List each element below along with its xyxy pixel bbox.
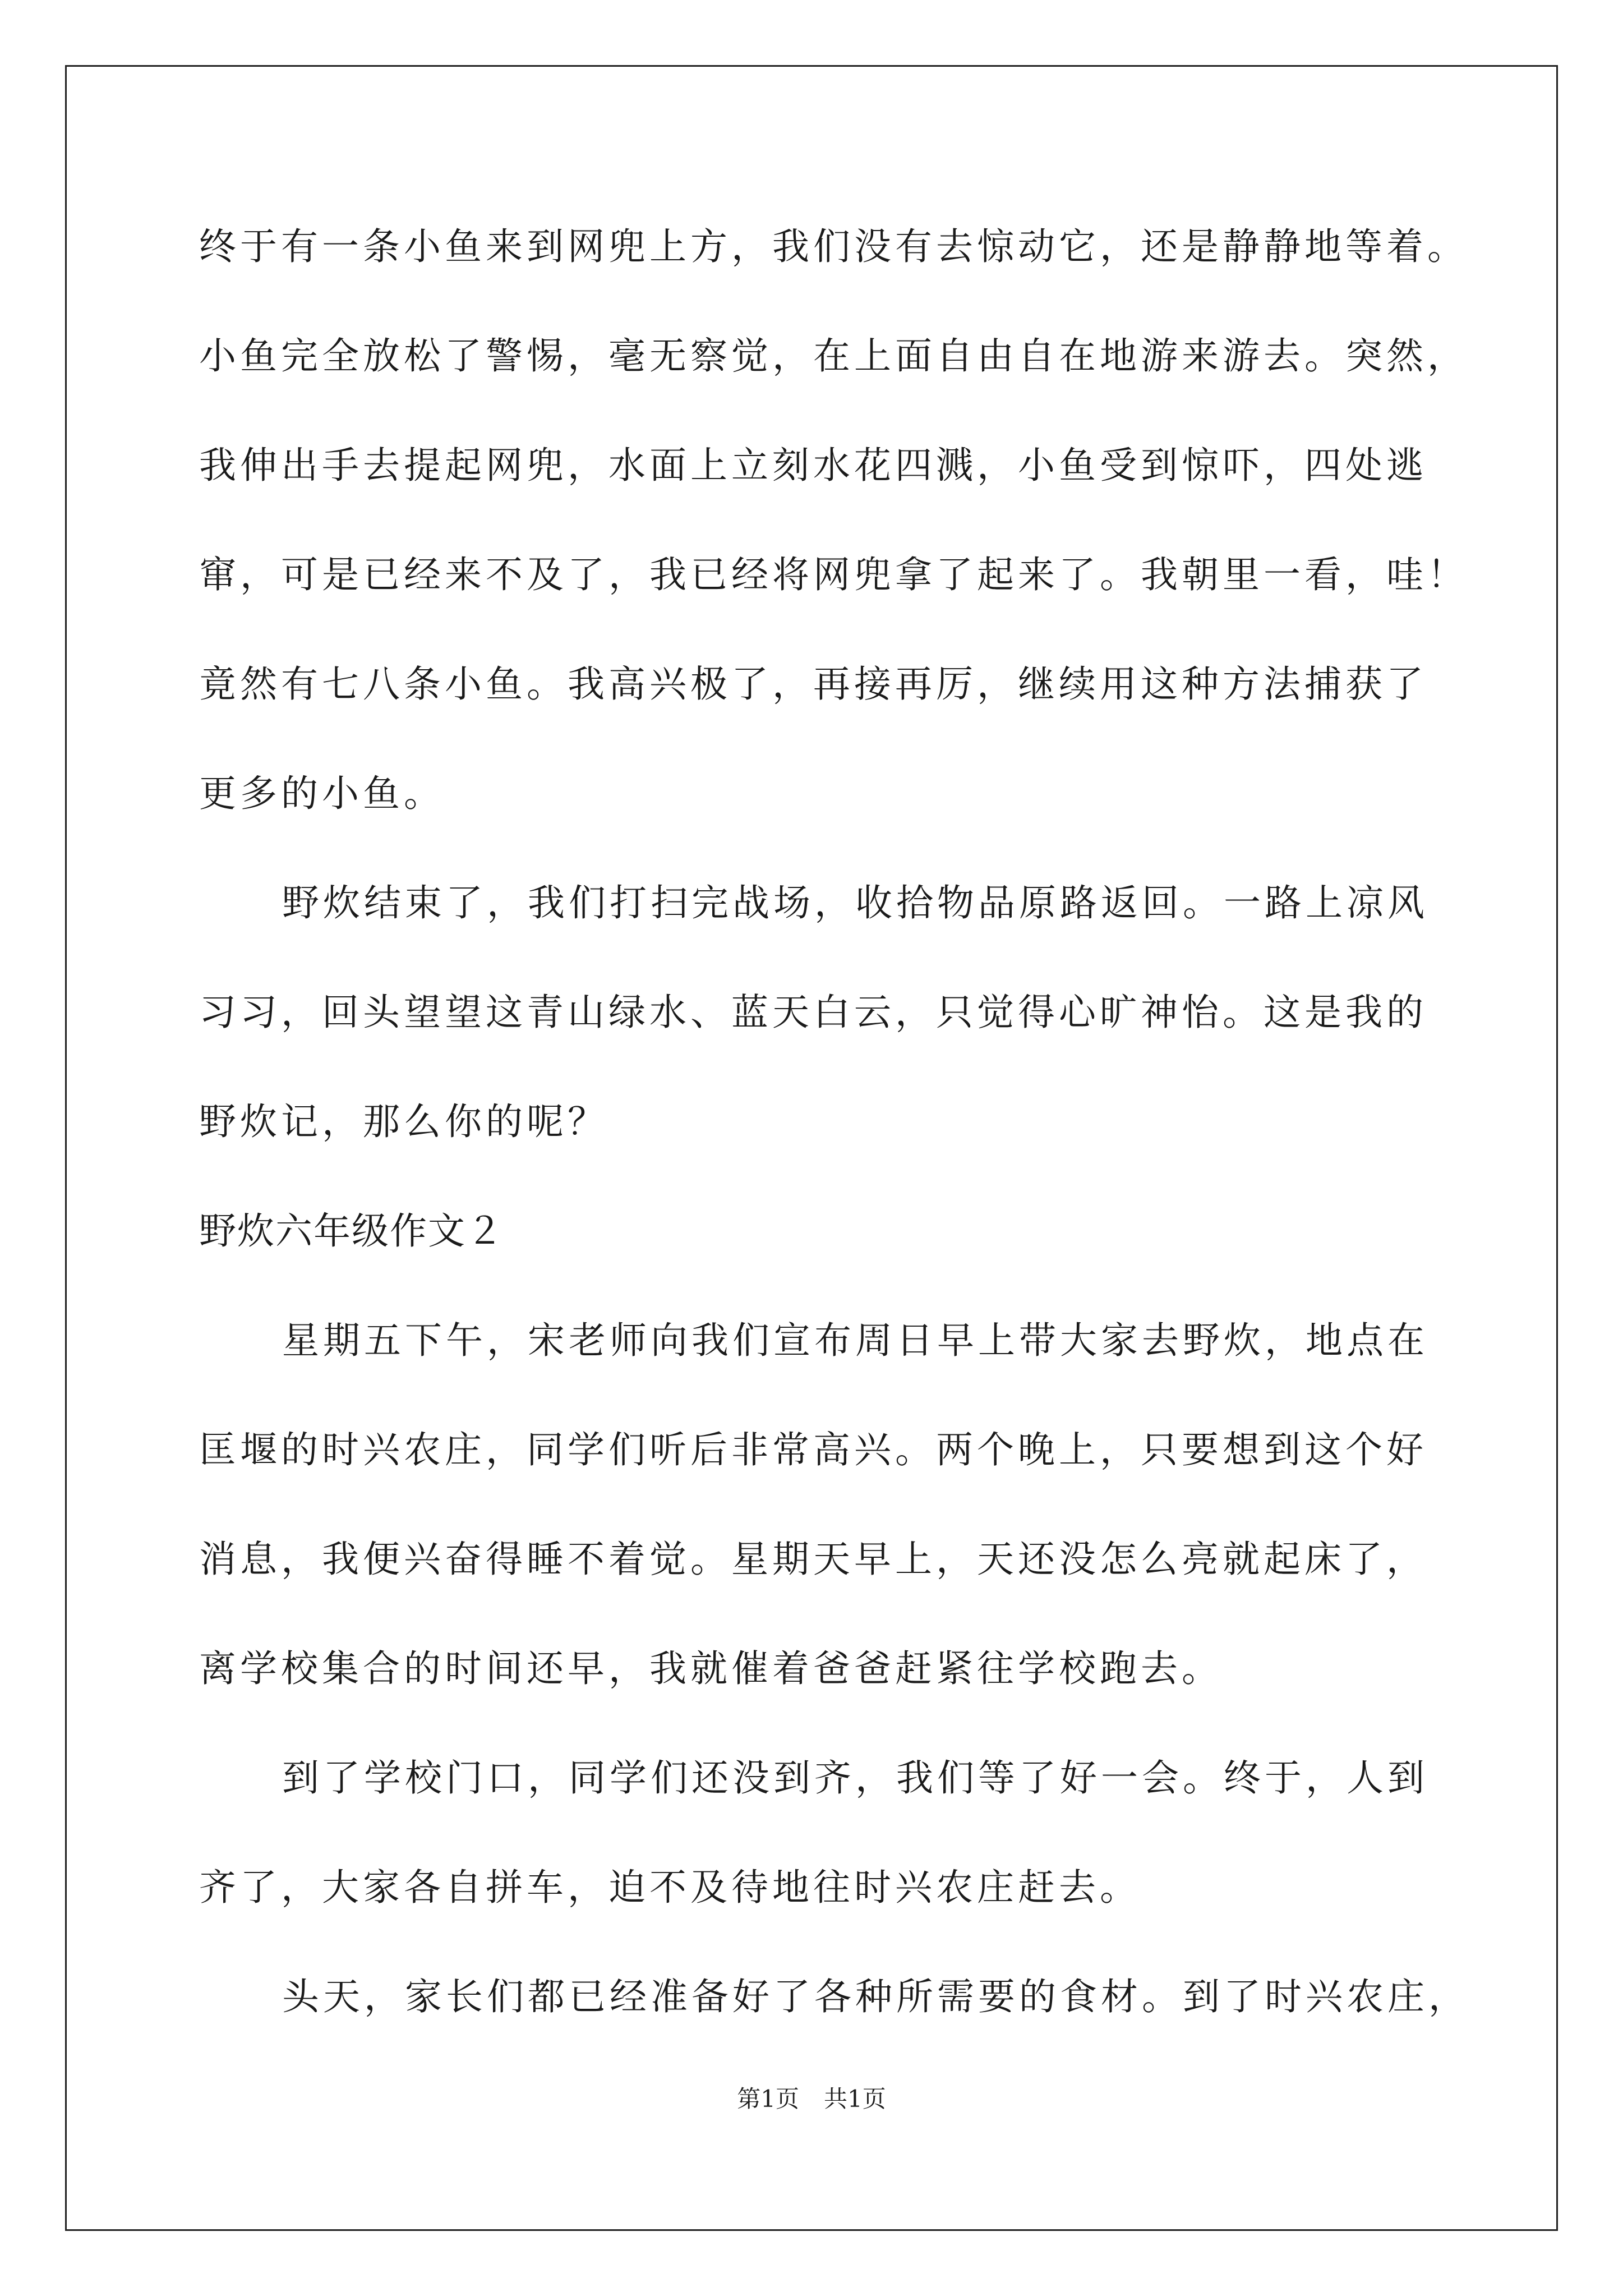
paragraph-start-line: 头天，家长们都已经准备好了各种所需要的食材。到了时兴农庄， [282,1975,1469,2018]
page-footer [0,2082,1623,2116]
paragraph-start-line: 野炊结束了，我们打扫完战场，收拾物品原路返回。一路上凉风 [282,881,1428,924]
text-line: 匡堰的时兴农庄，同学们听后非常高兴。两个晚上，只要想到这个好 [199,1428,1427,1471]
text-line: 消息，我便兴奋得睡不着觉。星期天早上，天还没怎么亮就起床了， [199,1538,1427,1581]
paragraph-start-line: 到了学校门口，同学们还没到齐，我们等了好一会。终于，人到 [282,1756,1428,1800]
section-heading: 野炊六年级作文２ [199,1209,504,1253]
text-line: 终于有一条小鱼来到网兜上方，我们没有去惊动它，还是静静地等着。 [199,225,1468,268]
text-line: 离学校集合的时间还早，我就催着爸爸赶紧往学校跑去。 [199,1647,1223,1690]
text-line: 小鱼完全放松了警惕，毫无察觉，在上面自由自在地游来游去。突然， [199,334,1468,378]
page-number: 第1页 [737,2085,799,2113]
text-line: 窜，可是已经来不及了，我已经将网兜拿了起来了。我朝里一看，哇！ [199,553,1468,596]
text-line: 齐了，大家各自拼车，迫不及待地往时兴农庄赶去。 [199,1866,1141,1909]
text-line: 习习，回头望望这青山绿水、蓝天白云，只觉得心旷神怡。这是我的 [199,991,1427,1034]
text-line: 野炊记，那么你的呢？ [199,1100,608,1143]
paragraph-start-line: 星期五下午，宋老师向我们宣布周日早上带大家去野炊，地点在 [282,1319,1428,1362]
text-line: 我伸出手去提起网兜，水面上立刻水花四溅，小鱼受到惊吓，四处逃 [199,444,1427,487]
text-line: 更多的小鱼。 [199,772,445,815]
page-total: 共1页 [824,2085,886,2113]
text-line: 竟然有七八条小鱼。我高兴极了，再接再厉，继续用这种方法捕获了 [199,662,1427,706]
